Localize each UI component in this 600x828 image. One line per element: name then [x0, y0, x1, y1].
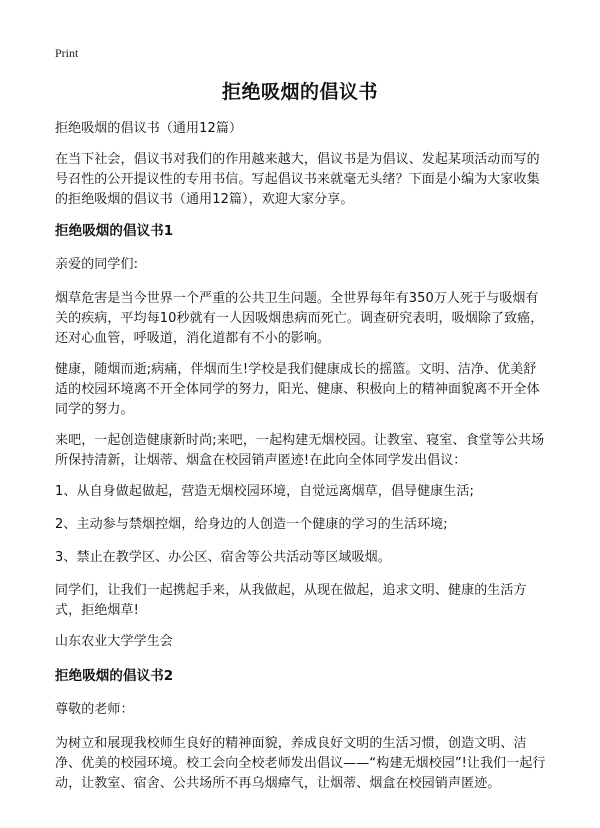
proposal-item: 2、主动参与禁烟控烟，给身边的人创造一个健康的学习的生活环境; — [55, 517, 448, 532]
proposal-item: 3、禁止在教学区、办公区、宿舍等公共活动等区域吸烟。 — [55, 550, 391, 565]
intro-paragraph: 在当下社会，倡议书对我们的作用越来越大，倡议书是为倡议、发起某项活动而写的号召性的公开提议性的专用书信。写起倡议书来就毫无头绪？下面是小编为大家收集的拒绝吸烟的倡议书（通用12篇），欢迎大家分享。 — [55, 152, 540, 207]
section-1-greeting: 亲爱的同学们: — [55, 257, 139, 272]
section-2-greeting: 尊敬的老师： — [55, 702, 134, 717]
document-subtitle: 拒绝吸烟的倡议书（通用12篇） — [55, 121, 243, 136]
section-1-paragraph: 来吧，一起创造健康新时尚;来吧，一起构建无烟校园。让教室、寝室、食堂等公共场所保持清新，让烟蒂、烟盒在校园销声匿迹!在此向全体同学发出倡议： — [55, 433, 545, 468]
section-1-paragraph: 健康，随烟而逝;病痛，伴烟而生!学校是我们健康成长的摇篮。文明、洁净、优美舒适的校园环境离不开全体同学的努力，阳光、健康、积极向上的精神面貌离不开全体同学的努力。 — [55, 362, 540, 417]
section-heading-2: 拒绝吸烟的倡议书2 — [55, 668, 174, 684]
proposal-item: 1、从自身做起做起，营造无烟校园环境，自觉远离烟草，倡导健康生活; — [55, 484, 474, 499]
document-content — [55, 119, 547, 805]
section-1-signature: 山东农业大学学生会 — [55, 634, 173, 649]
section-1-closing: 同学们，让我们一起携起手来，从我做起，从现在做起，追求文明、健康的生活方式，拒绝烟草! — [55, 583, 527, 618]
section-1-paragraph: 烟草危害是当今世界一个严重的公共卫生问题。全世界每年有350万人死于与吸烟有关的疾病，平均每10秒就有一人因吸烟患病而死亡。调查研究表明，吸烟除了致癌，还对心血管，呼吸道，消化道都有不小的影响。 — [55, 291, 544, 346]
section-2-paragraph: 为树立和展现我校师生良好的精神面貌，养成良好文明的生活习惯，创造文明、洁净、优美的校园环境。校工会向全校老师发出倡议——“构建无烟校园”!让我们一起行动，让教室、宿舍、公共场所不再乌烟瘴气，让烟蒂、烟盒在校园销声匿迹。 — [55, 736, 546, 791]
print-link[interactable]: Print — [55, 46, 79, 60]
section-heading-1: 拒绝吸烟的倡议书1 — [55, 223, 174, 239]
document-title: 拒绝吸烟的倡议书 — [221, 81, 378, 103]
